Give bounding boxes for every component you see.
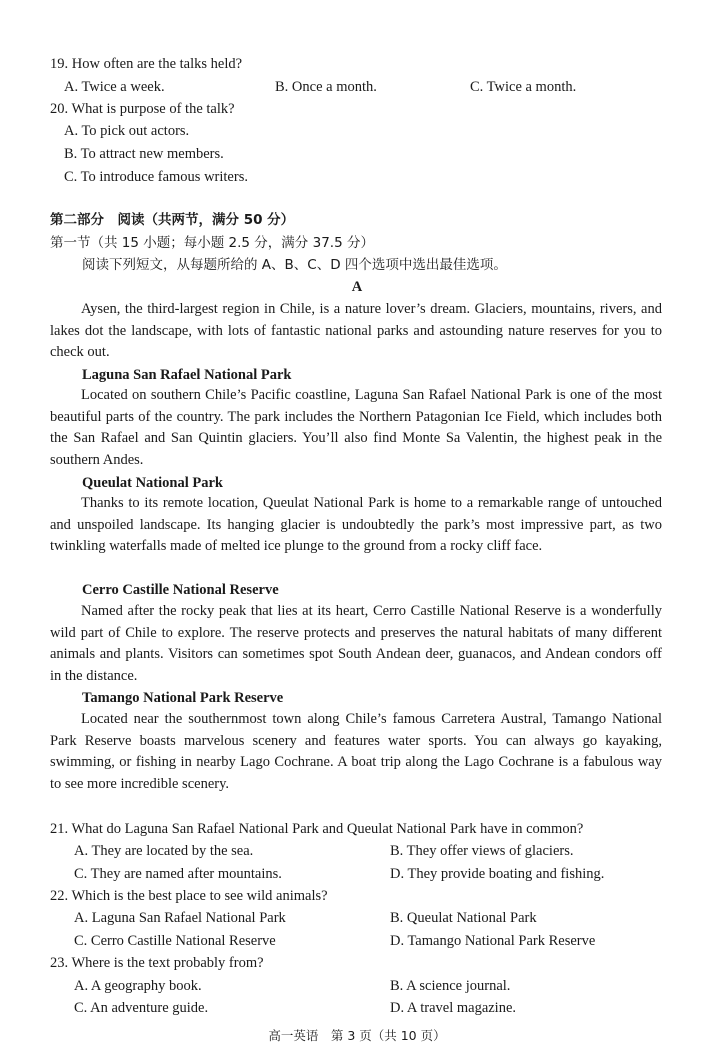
question-23-option-c: C. An adventure guide. (74, 1000, 209, 1016)
paragraph-cerro-castille: Named after the rocky peak that lies at its heart, Cerro Castille National Reserve is a wonderfully wild part of Chile to explore. The reserve protects and preserves the natural habitats of many different animals and plants. Visitors can sometimes spot South Andean deer, guanacos, and Andean condors off in the distance. (50, 603, 662, 685)
question-23-option-b: B. A science journal. (390, 978, 511, 994)
paragraph-tamango: Located near the southernmost town along Chile’s famous Carretera Austral, Tamango National Park Reserve boasts marvelous scenery and features water sports. You can always go kayaking, swimming, or fishing in nearby Lago Cochrane. A boat trip along the Lago Cochrane is a fabulous way to see more incredible scenery. (50, 711, 662, 793)
question-23-stem: 23. Where is the text probably from? (50, 955, 264, 971)
passage-label: A (351, 279, 363, 295)
question-19-option-b: B. Once a month. (275, 79, 377, 95)
question-21-stem: 21. What do Laguna San Rafael National Park and Queulat National Park have in common? (50, 821, 584, 837)
paragraph-laguna-san-rafael: Located on southern Chile’s Pacific coastline, Laguna San Rafael National Park is one of the most beautiful parts of the country. The park includes the Northern Patagonian Ice Field, which includes both the San Rafael and San Quintin glaciers. You’ll also find Monte Sa Valentin, the highest peak in the southern Andes. (50, 387, 662, 469)
page-footer: 高一英语 第 3 页（共 10 页） (268, 1028, 446, 1043)
question-19-option-c: C. Twice a month. (470, 79, 577, 95)
question-21-option-c: C. They are named after mountains. (74, 866, 282, 882)
reading-instruction: 阅读下列短文，从每题所给的 A、B、C、D 四个选项中选出最佳选项。 (82, 257, 507, 273)
part-two-title: 第二部分 阅读（共两节，满分 50 分） (50, 212, 295, 228)
question-22-option-c: C. Cerro Castille National Reserve (74, 933, 276, 949)
passage-intro: Aysen, the third-largest region in Chile, is a nature lover’s dream. Glaciers, mountains, rivers, and lakes dot the landscape, with lots of fantastic national parks and astounding nature reserves for you to check out. (50, 301, 662, 361)
question-19-stem: 19. How often are the talks held? (50, 56, 243, 72)
question-21-option-b: B. They offer views of glaciers. (390, 843, 574, 859)
question-20-option-c: C. To introduce famous writers. (64, 169, 248, 185)
question-23-option-a: A. A geography book. (74, 978, 202, 994)
question-21-option-a: A. They are located by the sea. (74, 843, 254, 859)
question-20-option-b: B. To attract new members. (64, 146, 224, 162)
question-22-option-d: D. Tamango National Park Reserve (390, 933, 596, 949)
question-19-option-a: A. Twice a week. (64, 79, 165, 95)
question-21-option-d: D. They provide boating and fishing. (390, 866, 605, 882)
heading-tamango: Tamango National Park Reserve (82, 690, 284, 706)
heading-laguna-san-rafael: Laguna San Rafael National Park (82, 367, 292, 383)
question-22-option-a: A. Laguna San Rafael National Park (74, 910, 286, 926)
question-20-option-a: A. To pick out actors. (64, 123, 190, 139)
section-one-title: 第一节（共 15 小题；每小题 2.5 分，满分 37.5 分） (50, 235, 374, 251)
question-22-stem: 22. Which is the best place to see wild animals? (50, 888, 328, 904)
question-23-option-d: D. A travel magazine. (390, 1000, 517, 1016)
question-20-stem: 20. What is purpose of the talk? (50, 101, 235, 117)
heading-cerro-castille: Cerro Castille National Reserve (82, 582, 279, 598)
paragraph-queulat: Thanks to its remote location, Queulat National Park is home to a remarkable range of untouched and unspoiled landscape. Its hanging glacier is undoubtedly the park’s most impressive part, as two twinkling waterfalls made of melted ice plunge to the ground from a rocky cliff face. (50, 495, 662, 555)
question-22-option-b: B. Queulat National Park (390, 910, 537, 926)
heading-queulat: Queulat National Park (82, 475, 223, 491)
